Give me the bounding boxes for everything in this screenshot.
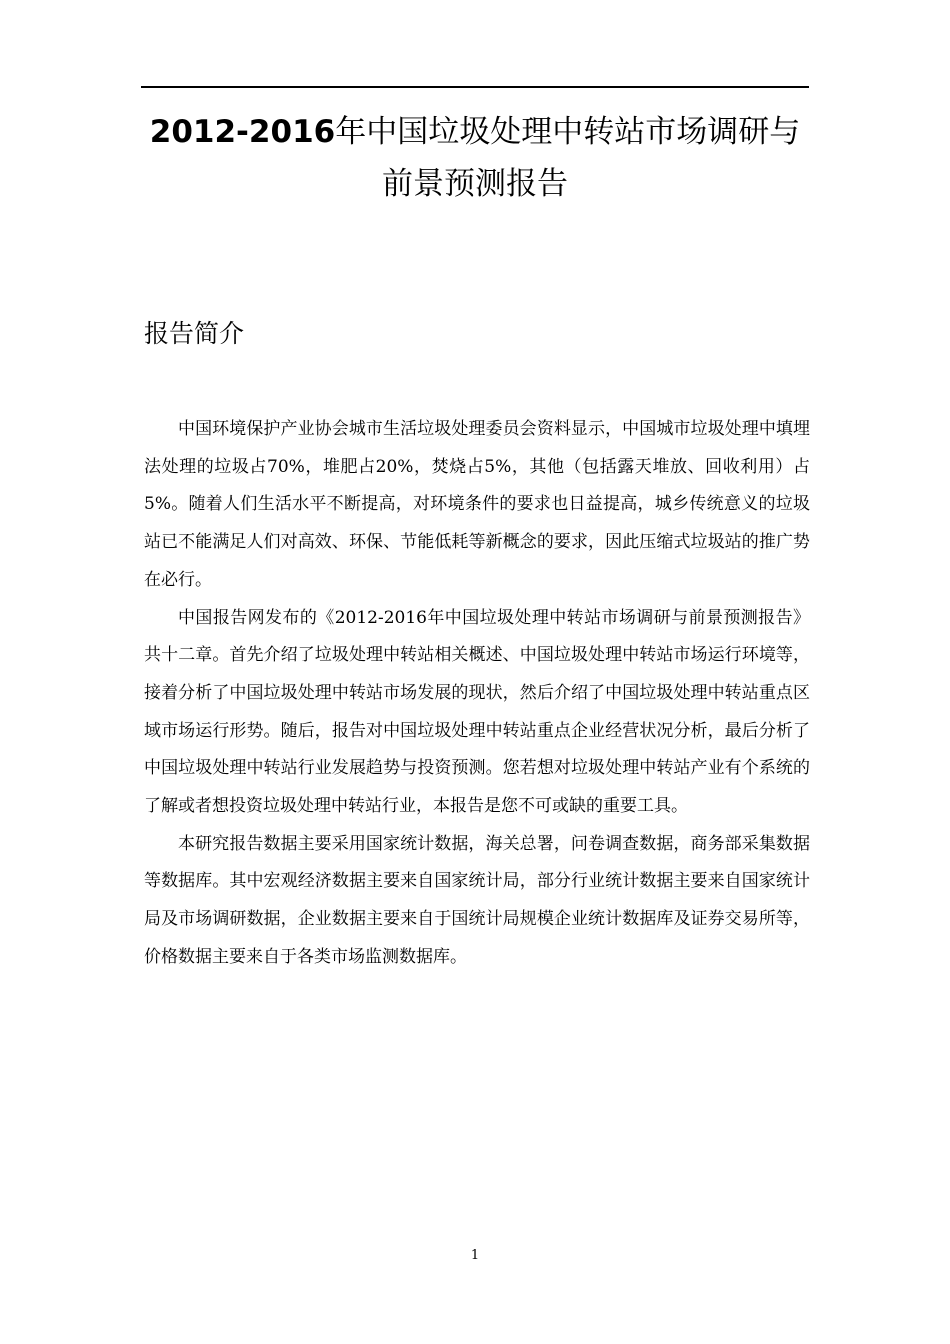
page-number: 1 [470,1248,480,1263]
paragraph-3: 本研究报告数据主要采用国家统计数据，海关总署，问卷调查数据，商务部采集数据等数据库。其中宏观经济数据主要来自国家统计局，部分行业统计数据主要来自国家统计局及市场调研数据，企业数据主要来自于国统计局规模企业统计数据库及证券交易所等，价格数据主要来自于各类市场监测数据库。 [144,833,810,967]
title-year: 2012-2016 [149,114,336,150]
title-line1-text: 年中国垃圾处理中转站市场调研与 [335,114,801,150]
section-heading: 报告简介 [144,319,245,348]
body-text [144,411,810,977]
document-title [141,106,809,210]
title-line2-text: 前景预测报告 [382,166,568,202]
paragraph-2: 中国报告网发布的《2012-2016年中国垃圾处理中转站市场调研与前景预测报告》共十二章。首先介绍了垃圾处理中转站相关概述、中国垃圾处理中转站市场运行环境等，接着分析了中国垃圾处理中转站市场发展的现状，然后介绍了中国垃圾处理中转站重点区域市场运行形势。随后，报告对中国垃圾处理中转站重点企业经营状况分析，最后分析了中国垃圾处理中转站行业发展趋势与投资预测。您若想对垃圾处理中转站产业有个系统的了解或者想投资垃圾处理中转站行业，本报告是您不可或缺的重要工具。 [144,607,810,817]
paragraph-1: 中国环境保护产业协会城市生活垃圾处理委员会资料显示，中国城市垃圾处理中填埋法处理的垃圾占70%，堆肥占20%，焚烧占5%，其他（包括露天堆放、回收利用）占5%。随着人们生活水平不断提高，对环境条件的要求也日益提高，城乡传统意义的垃圾站已不能满足人们对高效、环保、节能低耗等新概念的要求，因此压缩式垃圾站的推广势在必行。 [144,419,810,590]
header-rule [141,86,809,88]
